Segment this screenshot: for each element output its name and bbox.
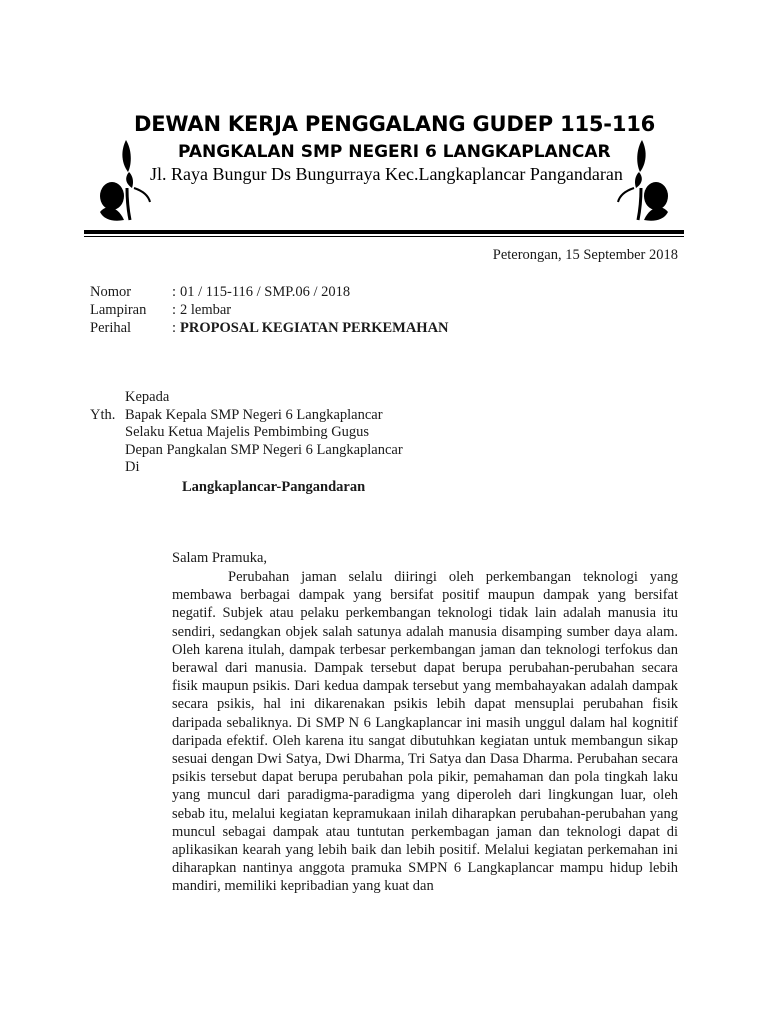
yth-label: Yth. — [90, 406, 116, 423]
greeting: Salam Pramuka, — [172, 550, 268, 566]
di-label: Di — [125, 459, 140, 475]
meta-label: Lampiran — [90, 302, 147, 318]
kepada-label: Kepada — [125, 389, 170, 405]
meta-value-subject: PROPOSAL KEGIATAN PERKEMAHAN — [180, 320, 449, 336]
letterhead-rule — [84, 230, 684, 234]
meta-colon: : — [172, 284, 177, 300]
tunas-kelapa-icon — [96, 128, 156, 228]
org-address: Jl. Raya Bungur Ds Bungurraya Kec.Langkaplancar Pangandaran — [150, 164, 623, 184]
meta-colon: : — [172, 320, 177, 336]
body-paragraph: Perubahan jaman selalu diiringi oleh perkembangan teknologi yang membawa berbagai dampak yang bersifat positif maupun dampak yang bersifat negatif. Subjek atau pelaku perkembangan teknologi tidak lain adalah manusia itu sendiri, sedangkan objek salah satunya adalah manusia disamping sumber daya alam. Oleh karena itulah, dampak terbesar perkembangan jaman dan teknologi terfokus dan berawal dari manusia. Dampak tersebut dapat berupa perubahan-perubahan secara fisik maupun psikis. Dari kedua dampak tersebut yang membahayakan adalah dampak secara psikis, hal ini dikarenakan psikis lebih dapat mensuplai perubahan fisik daripada sebaliknya. Di SMP N 6 Langkaplancar ini masih unggul dalam hal kognitif daripada efektif. Oleh karena itu sangat dibutuhkan kegiatan untuk membangun sikap sesuai dengan Dwi Satya, Dwi Dharma, Tri Satya dan Dasa Dharma. Perubahan secara psikis tersebut dapat berupa perubahan pola pikir, pemahaman dan pola tingkah laku yang muncul dari paradigma-paradigma yang diperoleh dari lingkungan luar, oleh sebab itu, melalui kegiatan kepramukaan inilah diharapkan perubahan-perubahan yang muncul sebagai dampak atau tuntutan perkembagan jaman dan teknologi dapat di aplikasikan kearah yang lebih baik dan lebih positif. Melalui kegiatan perkemahan ini diharapkan nantinya anggota pramuka SMPN 6 Langkaplancar mampu hidup lebih mandiri, memiliki kepribadian yang kuat dan — [172, 569, 678, 895]
meta-value: 2 lembar — [180, 302, 232, 318]
addressee-role: Selaku Ketua Majelis Pembimbing Gugus — [125, 424, 370, 440]
destination: Langkaplancar-Pangandaran — [182, 479, 366, 495]
letterhead-rule-thin — [84, 236, 684, 237]
meta-value: 01 / 115-116 / SMP.06 / 2018 — [180, 284, 351, 300]
meta-colon: : — [172, 302, 177, 318]
meta-label: Nomor — [90, 284, 132, 300]
org-subtitle: PANGKALAN SMP NEGERI 6 LANGKAPLANCAR — [178, 142, 611, 162]
addressee-name: Bapak Kepala SMP Negeri 6 Langkaplancar — [125, 406, 383, 423]
date-line: Peterongan, 15 September 2018 — [492, 247, 678, 263]
addressee-org: Depan Pangkalan SMP Negeri 6 Langkaplancar — [125, 441, 403, 458]
meta-label: Perihal — [90, 320, 132, 336]
org-title: DEWAN KERJA PENGGALANG GUDEP 115-116 — [134, 112, 656, 136]
